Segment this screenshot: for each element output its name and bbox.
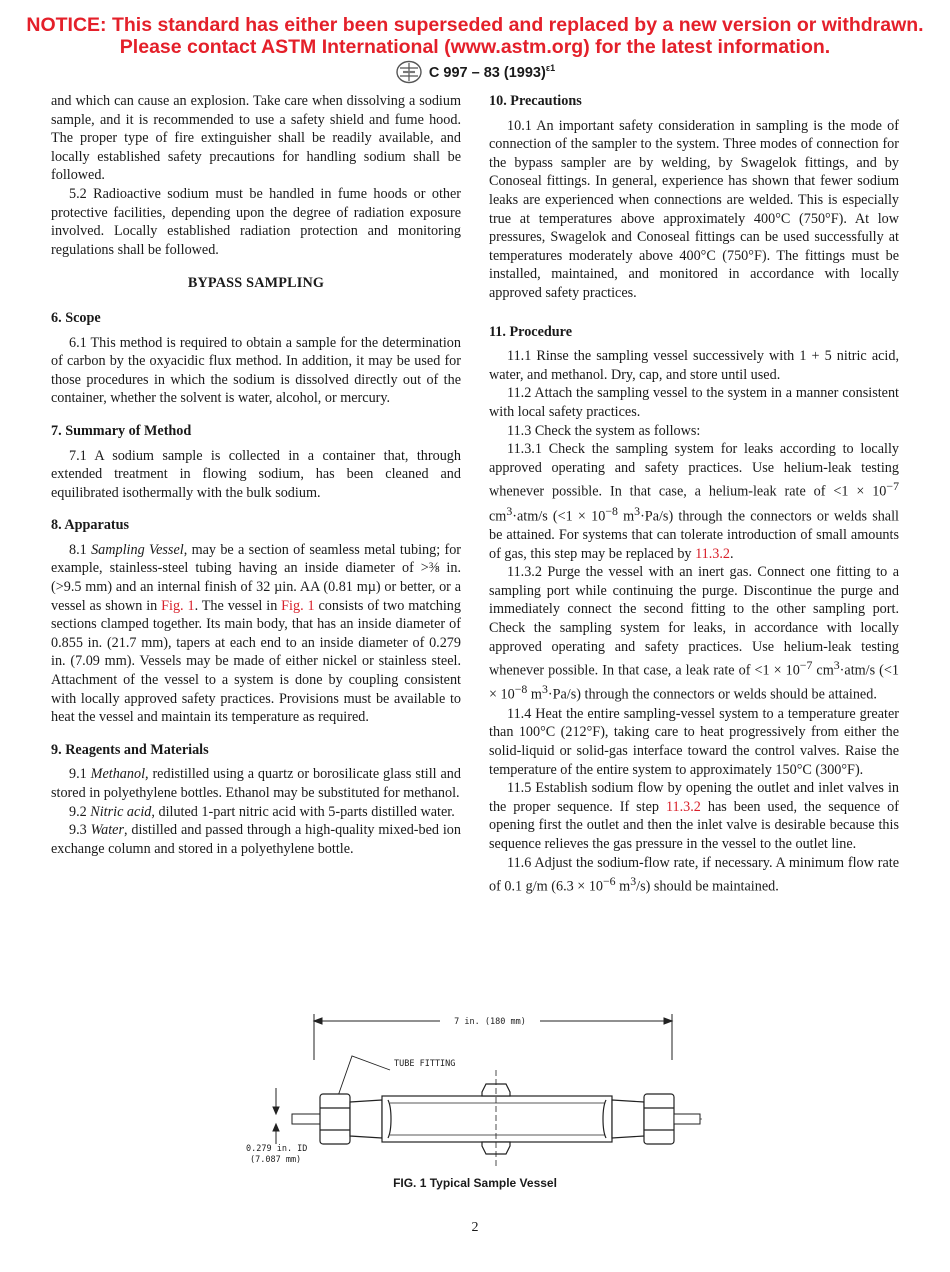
paragraph-5-1-continued: and which can cause an explosion. Take care when dissolving a sodium sample, and it is recommended to use a safety shield and fume hood. The proper type of fire extinguisher shall be readily available, and locally established safety precautions for handling sodium shall be followed.: [51, 93, 461, 184]
vessel-main-body: [382, 1096, 612, 1142]
paragraph-9-3: [51, 821, 461, 858]
term-water: Water: [90, 822, 124, 839]
exponent: −6: [603, 874, 616, 889]
section-11-3-2-link[interactable]: 11.3.2: [665, 798, 701, 815]
text-run: .: [730, 545, 734, 562]
paragraph-11-3-1: [489, 440, 899, 563]
paragraph-5-2: 5.2 Radioactive sodium must be handled in fume hoods or other protective facilities, depending upon the degree of radiation exposure involved. Locally established radiation protection and monitoring regulations shall be followed.: [51, 185, 461, 258]
text-run: 11.3.2 Purge the vessel with an inert gas. Connect one fitting to a sampling port while continuing the purge. Discontinue the purge and immediately connect the second fitting to the other sampling port. Check the sampling system for leaks, in accordance with locally approved operating and safety practices. Use helium-leak testing whenever possible. In that case, a leak rate of <1 × 10: [489, 564, 899, 679]
right-taper: [612, 1100, 644, 1138]
page-number: 2: [471, 1220, 479, 1235]
paragraph-9-1: [51, 765, 461, 802]
fig-1-link[interactable]: Fig. 1: [281, 597, 315, 614]
paragraph-number: 9.2: [69, 803, 91, 820]
paragraph-11-5: [489, 779, 899, 853]
text-run: ·Pa/s): [640, 508, 674, 525]
astm-link[interactable]: Please contact ASTM International (www.astm.org) for the latest information.: [119, 36, 831, 58]
exponent: −8: [514, 682, 528, 697]
right-column: [489, 92, 899, 896]
text-run: m: [615, 878, 631, 895]
paragraph-11-1: 11.1 Rinse the sampling vessel successively with 1 + 5 nitric acid, water, and methanol. Dry, cap, and store until used.: [489, 348, 899, 383]
sample-vessel-drawing: [240, 1008, 710, 1178]
paragraph-number: 9.1: [69, 766, 91, 783]
right-tube-stub: [674, 1114, 700, 1124]
paragraph-11-4: 11.4 Heat the entire sampling-vessel system to a temperature greater than 100°C (212°F), taking care to heat progressively from either the solid-liquid or solid-gas interface toward the control valves. Raise the temperature of the entire system to approximately 150°C (300°F).: [489, 705, 899, 778]
text-run: , diluted 1-part nitric acid with 5-parts distilled water.: [151, 803, 455, 820]
term-methanol: Methanol: [90, 766, 146, 783]
standard-designation: [0, 60, 950, 84]
paragraph-11-2: 11.2 Attach the sampling vessel to the system in a manner consistent with local safety practices.: [489, 385, 899, 420]
text-run: , redistilled using a quartz or borosilicate glass still and stored in polyethylene bottles. Ethanol may be substituted for methanol.: [51, 766, 461, 801]
text-run: ·atm/s (<1 × 10: [489, 662, 899, 704]
paragraph-11-3-2: [489, 563, 899, 705]
paragraph-8-1: [51, 541, 461, 727]
left-column: [51, 92, 461, 858]
fitting-leader: [338, 1056, 390, 1096]
exponent: −7: [799, 658, 813, 673]
text-run: 11.3.1 Check the sampling system for leaks according to locally approved operating and safety practices. Use helium-leak testing whenever possible. In that case, a helium-leak rate of <1 × 10: [489, 441, 899, 501]
exponent: −7: [886, 479, 899, 494]
id-label-line-2: (7.087 mm): [250, 1155, 302, 1165]
paragraph-11-3: 11.3 Check the system as follows:: [507, 422, 701, 439]
text-run: through the connectors or welds shall be attained. For systems that can tolerate introduction of small amounts of gas, this step may be replaced by: [489, 508, 899, 562]
paragraph-number: 9.3: [69, 822, 91, 839]
section-10-heading: 10. Precautions: [489, 93, 582, 109]
section-11-heading: 11. Procedure: [489, 323, 573, 340]
text-run: m: [527, 687, 542, 704]
designation-superscript: ε1: [545, 63, 556, 74]
text-run: has been used, the sequence of opening first the outlet and then the inlet valve is desirable because this sequence relieves the gas pressure in the vessel to the outlet line.: [489, 798, 899, 852]
exponent: 3: [634, 503, 641, 518]
exponent: 3: [630, 874, 637, 889]
text-run: cm: [489, 508, 507, 525]
section-7-heading: 7. Summary of Method: [51, 422, 192, 439]
text-run: , may be a section of seamless metal tubing; for example, stainless-steel tubing having an inside diameter of >⅜ in. (>9.5 mm) and an internal finish of 32 µin. AA (0.81 mµ) or better, or a vessel as shown in: [51, 541, 462, 614]
designation-text: C 997 – 83 (1993): [428, 65, 546, 81]
figure-caption: FIG. 1 Typical Sample Vessel: [393, 1176, 557, 1190]
text-run: consists of two matching sections clamped together. Its main body, that has an inside diameter of 0.855 in. (21.7 mm), tapers at each end to an inside diameter of 0.279 in. (7.09 mm). Vessels may be made of either nickel or stainless steel. Attachment of the vessel to a system is done by coupling consistent with locally approved safety practices. Provisions must be available to heat the vessel and maintain its temperature as required.: [51, 597, 461, 726]
fig-1-link[interactable]: Fig. 1: [161, 597, 195, 614]
term-nitric-acid: Nitric acid: [90, 803, 152, 820]
left-tube-stub: [292, 1114, 320, 1124]
notice-line-2: [0, 36, 950, 58]
dimension-label: 7 in. (180 mm): [454, 1017, 526, 1027]
term-sampling-vessel: Sampling Vessel: [91, 541, 184, 558]
text-run: m: [617, 508, 635, 525]
exponent: 3: [541, 682, 548, 697]
paragraph-6-1: 6.1 This method is required to obtain a sample for the determination of carbon by the oxyacidic flux method. In addition, it may be used for those procedures in which the sodium is dissolved directly out of the container, whether the solvent is water, alcohol, or mercury.: [51, 334, 461, 407]
text-run: /s) should be maintained.: [636, 878, 779, 895]
text-run: 11.5 Establish sodium flow by opening the outlet and inlet valves in the proper sequence. If step: [489, 780, 899, 815]
section-11-3-2-link[interactable]: 11.3.2: [695, 545, 731, 562]
id-dimension-arrows: [273, 1088, 279, 1144]
bypass-sampling-heading: BYPASS SAMPLING: [187, 275, 325, 292]
text-run: cm: [812, 662, 834, 679]
left-fitting-nut: [320, 1094, 350, 1144]
tube-fitting-label: TUBE FITTING: [394, 1059, 456, 1069]
notice-line-1: NOTICE: This standard has either been superseded and replaced by a new version or withdrawn.: [26, 14, 924, 36]
text-run: ·Pa/s): [547, 687, 581, 704]
text-run: ·atm/s (<1 × 10: [512, 508, 606, 525]
exponent: −8: [605, 503, 618, 518]
exponent: 3: [833, 658, 840, 673]
paragraph-7-1: 7.1 A sodium sample is collected in a container that, through extended treatment in flowing sodium, has been cleaned and equilibrated isothermally with the bulk sodium.: [51, 447, 461, 501]
paragraph-10-1: 10.1 An important safety consideration in sampling is the mode of connection of the sampler to the system. Three modes of connection for the bypass sampler are by welding, by Swagelok fittings, and by Conoseal fittings. In general, experience has shown that fewer sodium leaks are experienced when connections are welded. This is especially true at temperatures above approximately 400°C (750°F). At low pressures, Swagelok and Conoseal fittings can be used successfully at temperatures moderately above 400°C (750°F). The fittings must be installed, maintained, and monitored in accordance with locally approved safety practices.: [489, 117, 899, 301]
left-taper: [350, 1100, 382, 1138]
text-run: through the connectors or welds should be attained.: [580, 687, 877, 704]
section-9-heading: 9. Reagents and Materials: [51, 741, 209, 758]
paragraph-9-2: [51, 803, 461, 822]
withdrawn-notice: [0, 14, 950, 58]
paragraph-number: 8.1: [69, 541, 92, 558]
text-run: 11.6 Adjust the sodium-flow rate, if necessary. A minimum flow rate of 0.1 g/m (6.3 × 10: [489, 854, 899, 895]
id-label-line-1: 0.279 in. ID: [246, 1144, 308, 1154]
astm-logo-icon: [395, 60, 423, 84]
section-6-heading: 6. Scope: [51, 309, 101, 326]
section-8-heading: 8. Apparatus: [51, 517, 130, 534]
text-run: , distilled and passed through a high-quality mixed-bed ion exchange column and stored in a polyethylene bottle.: [51, 822, 461, 857]
paragraph-11-6: [489, 854, 899, 897]
exponent: 3: [506, 503, 513, 518]
right-fitting-nut: [644, 1094, 674, 1144]
text-run: . The vessel in: [194, 597, 282, 614]
